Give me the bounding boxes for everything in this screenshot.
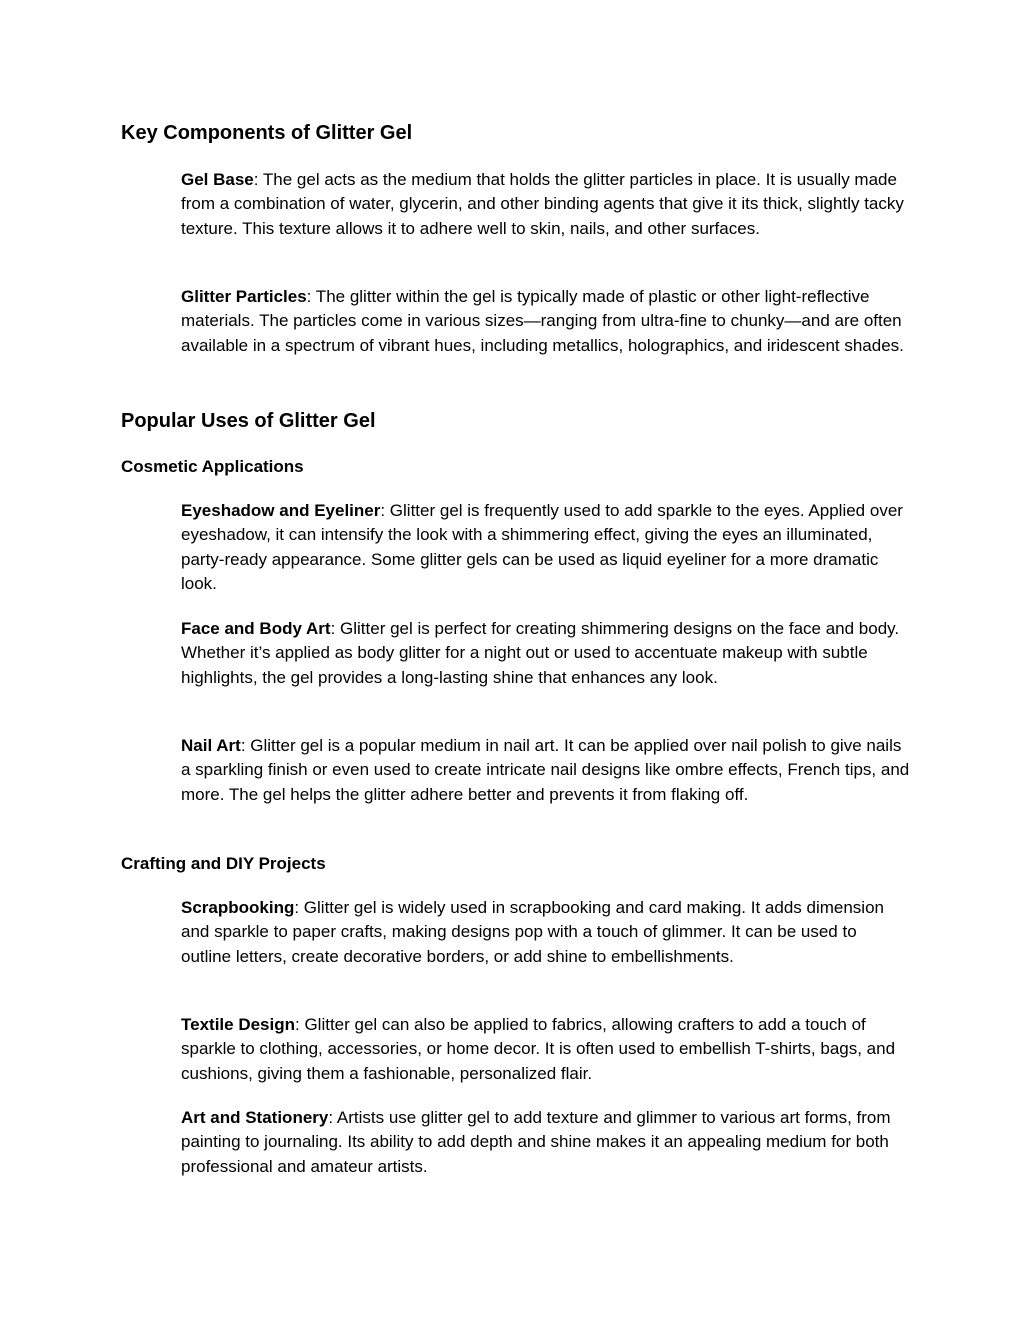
subsection-heading-crafting: Crafting and DIY Projects [121,854,326,873]
term-glitter-particles: Glitter Particles [181,287,307,306]
text-glitter-particles: : The glitter within the gel is typically made of plastic or other light-reflective materials. The particles come in various sizes—ranging from ultra-fine to chunky—and are often available in a spectrum of vibrant hues, including metallics, holographics, and iridescent shades. [181,287,904,355]
paragraph-face-body-art [181,617,911,690]
paragraph-scrapbooking [181,896,911,969]
term-art-stationery: Art and Stationery [181,1108,329,1127]
text-nail-art: : Glitter gel is a popular medium in nail art. It can be applied over nail polish to give nails a sparkling finish or even used to create intricate nail designs like ombre effects, French tips, and more. The gel helps the glitter adhere better and prevents it from flaking off. [181,736,910,804]
term-nail-art: Nail Art [181,736,241,755]
term-textile-design: Textile Design [181,1015,295,1034]
section-heading-key-components: Key Components of Glitter Gel [121,122,413,144]
paragraph-art-stationery [181,1106,911,1179]
paragraph-gel-base [181,168,911,241]
subsection-heading-cosmetic: Cosmetic Applications [121,457,304,476]
text-gel-base: : The gel acts as the medium that holds the glitter particles in place. It is usually made from a combination of water, glycerin, and other binding agents that give it its thick, slightly tacky texture. This texture allows it to adhere well to skin, nails, and other surfaces. [181,170,904,238]
text-textile-design: : Glitter gel can also be applied to fabrics, allowing crafters to add a touch of sparkle to clothing, accessories, or home decor. It is often used to embellish T-shirts, bags, and cushions, giving them a fashionable, personalized flair. [181,1015,896,1083]
section-heading-popular-uses: Popular Uses of Glitter Gel [121,410,376,432]
term-gel-base: Gel Base [181,170,254,189]
paragraph-textile-design [181,1013,911,1086]
paragraph-nail-art [181,734,911,807]
paragraph-glitter-particles [181,285,911,358]
term-face-body-art: Face and Body Art [181,619,331,638]
text-face-body-art: : Glitter gel is perfect for creating shimmering designs on the face and body. Whether it’s applied as body glitter for a night out or used to accentuate makeup with subtle highlights, the gel provides a long-lasting shine that enhances any look. [181,619,900,687]
text-eyeshadow-eyeliner: : Glitter gel is frequently used to add sparkle to the eyes. Applied over eyeshadow, it can intensify the look with a shimmering effect, giving the eyes an illuminated, party-ready appearance. Some glitter gels can be used as liquid eyeliner for a more dramatic look. [181,501,903,593]
paragraph-eyeshadow-eyeliner [181,499,911,596]
text-art-stationery: : Artists use glitter gel to add texture and glimmer to various art forms, from painting to journaling. Its ability to add depth and shine makes it an appealing medium for both professional and amateur artists. [181,1108,891,1176]
term-scrapbooking: Scrapbooking [181,898,295,917]
term-eyeshadow-eyeliner: Eyeshadow and Eyeliner [181,501,381,520]
text-scrapbooking: : Glitter gel is widely used in scrapbooking and card making. It adds dimension and sparkle to paper crafts, making designs pop with a touch of glimmer. It can be used to outline letters, create decorative borders, or add shine to embellishments. [181,898,884,966]
